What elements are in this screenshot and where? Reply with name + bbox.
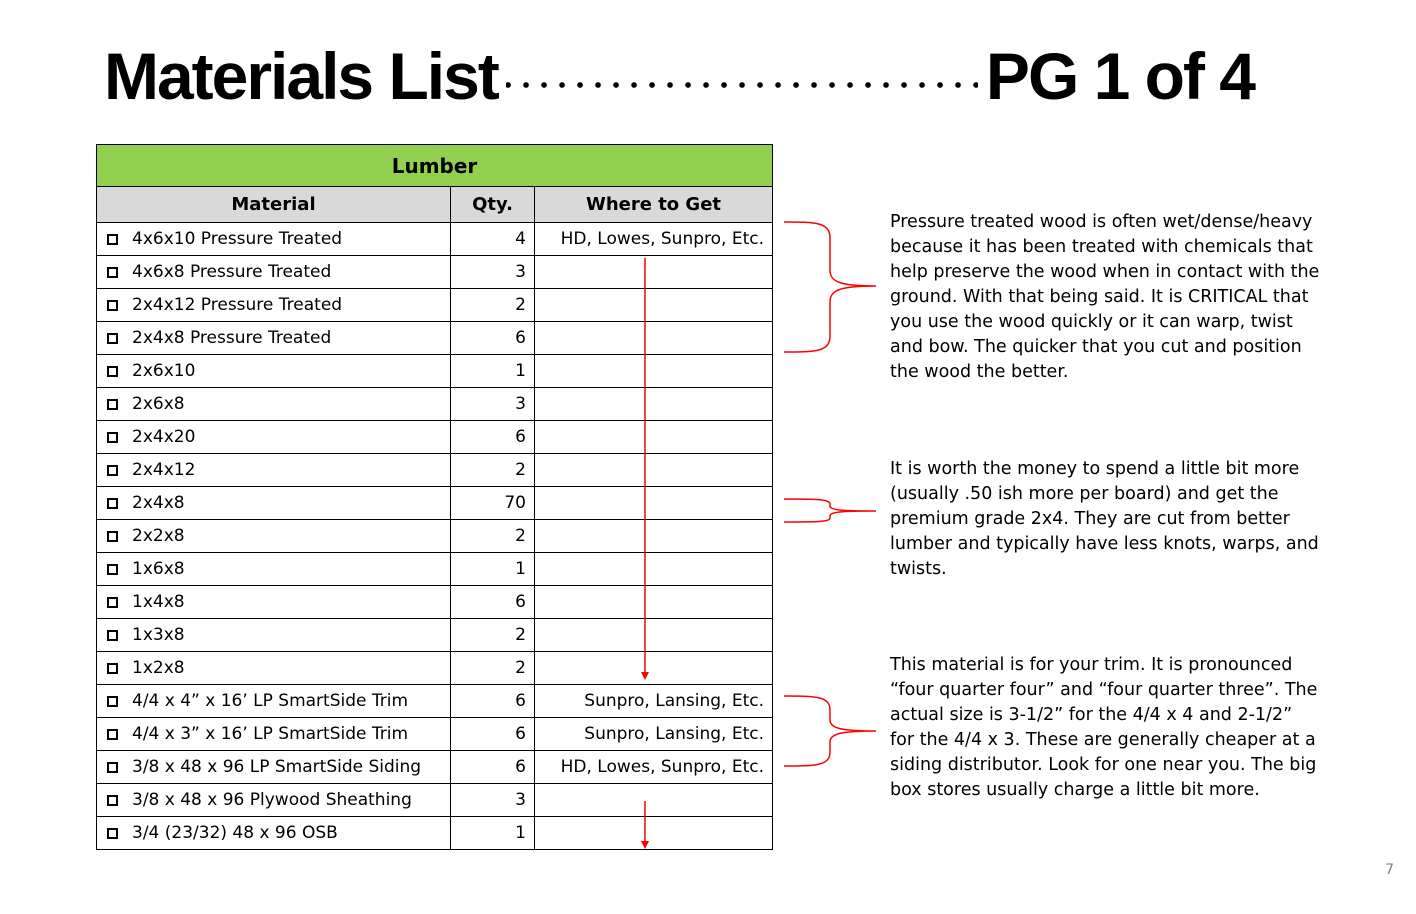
where-cell: HD, Lowes, Sunpro, Etc.	[535, 751, 773, 784]
qty-cell: 70	[451, 487, 535, 520]
arrow-down-sheathing	[641, 801, 649, 849]
material-name: 4x6x8 Pressure Treated	[132, 262, 332, 282]
material-name: 1x6x8	[132, 559, 185, 579]
brace-trim	[784, 696, 876, 766]
material-name: 2x4x8	[132, 493, 185, 513]
material-name: 1x4x8	[132, 592, 185, 612]
column-header-where: Where to Get	[535, 187, 773, 223]
material-name: 3/8 x 48 x 96 Plywood Sheathing	[132, 790, 412, 810]
material-name: 2x4x20	[132, 427, 196, 447]
material-name: 2x6x8	[132, 394, 185, 414]
qty-cell: 6	[451, 322, 535, 355]
qty-cell: 6	[451, 685, 535, 718]
qty-cell: 3	[451, 388, 535, 421]
material-name: 2x2x8	[132, 526, 185, 546]
where-cell: Sunpro, Lansing, Etc.	[535, 685, 773, 718]
qty-cell: 3	[451, 784, 535, 817]
material-name: 1x2x8	[132, 658, 185, 678]
qty-cell: 1	[451, 817, 535, 850]
where-cell: Sunpro, Lansing, Etc.	[535, 718, 773, 751]
where-cell: HD, Lowes, Sunpro, Etc.	[535, 223, 773, 256]
qty-cell: 2	[451, 652, 535, 685]
qty-cell: 2	[451, 520, 535, 553]
material-name: 2x4x8 Pressure Treated	[132, 328, 332, 348]
page-number: 7	[1385, 862, 1394, 878]
material-name: 4/4 x 4” x 16’ LP SmartSide Trim	[132, 691, 409, 711]
material-name: 4/4 x 3” x 16’ LP SmartSide Trim	[132, 724, 409, 744]
material-name: 3/4 (23/32) 48 x 96 OSB	[132, 823, 338, 843]
material-name: 3/8 x 48 x 96 LP SmartSide Siding	[132, 757, 422, 777]
page-indicator: PG 1 of 4	[985, 39, 1254, 113]
qty-cell: 6	[451, 586, 535, 619]
brace-pressure-treated	[784, 222, 876, 352]
note-premium-2x4: It is worth the money to spend a little bit more (usually .50 ish more per board) and get the premium grade 2x4. They are cut from better lumber and typically have less knots, warps, and twists.	[890, 459, 1319, 579]
qty-cell: 2	[451, 454, 535, 487]
qty-cell: 2	[451, 289, 535, 322]
material-name: 2x4x12	[132, 460, 196, 480]
qty-cell: 6	[451, 718, 535, 751]
material-name: 2x4x12 Pressure Treated	[132, 295, 343, 315]
material-name: 2x6x10	[132, 361, 196, 381]
arrow-down-lumber	[641, 258, 649, 680]
section-header-lumber: Lumber	[97, 145, 773, 187]
qty-cell: 6	[451, 751, 535, 784]
material-name: 1x3x8	[132, 625, 185, 645]
note-trim: This material is for your trim. It is pronounced “four quarter four” and “four quarter three”. The actual size is 3-1/2” for the 4/4 x 4 and 2-1/2” for the 4/4 x 3. These are generally cheaper at a siding distributor. Look for one near you. The big box stores usually charge a little bit more.	[890, 655, 1318, 800]
column-header-qty: Qty.	[451, 187, 535, 223]
qty-cell: 1	[451, 553, 535, 586]
column-header-material: Material	[97, 187, 451, 223]
qty-cell: 4	[451, 223, 535, 256]
qty-cell: 2	[451, 619, 535, 652]
qty-cell: 6	[451, 421, 535, 454]
qty-cell: 1	[451, 355, 535, 388]
material-name: 4x6x10 Pressure Treated	[132, 229, 343, 249]
qty-cell: 3	[451, 256, 535, 289]
title-text: Materials List	[104, 39, 498, 113]
brace-premium-2x4	[784, 499, 876, 522]
note-pressure-treated: Pressure treated wood is often wet/dense/heavy because it has been treated with chemicals that help preserve the wood when in contact with the ground. With that being said. It is CRITICAL that you use the wood quickly or it can warp, twist and bow. The quicker that you cut and position the wood the better.	[890, 212, 1320, 382]
